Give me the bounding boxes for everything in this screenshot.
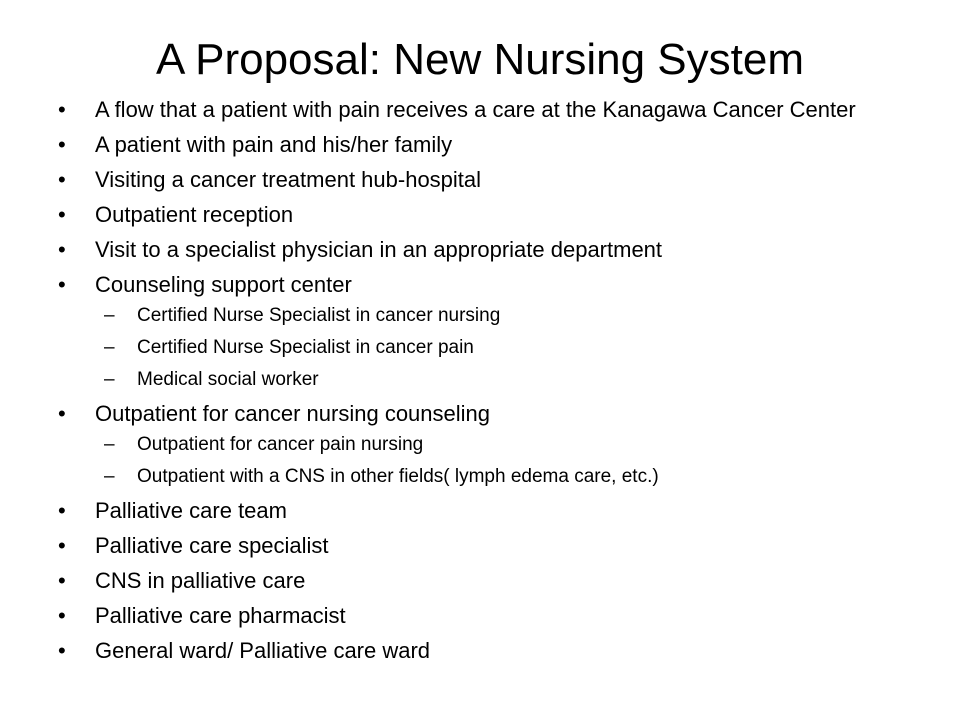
bullet-icon: • [58,401,66,426]
bullet-text: Palliative care specialist [95,533,329,558]
bullet-icon: • [58,568,66,593]
sub-bullet-item [95,336,918,360]
dash-icon: – [104,434,115,455]
bullet-text: CNS in palliative care [95,568,306,593]
sub-bullet-text: Certified Nurse Specialist in cancer pain [137,337,474,358]
bullet-icon: • [58,498,66,523]
bullet-item [58,603,918,629]
bullet-text: General ward/ Palliative care ward [95,638,431,663]
bullet-item [58,568,918,594]
dash-icon: – [104,369,115,390]
bullet-item [58,202,918,228]
bullet-list [58,97,918,673]
bullet-icon: • [58,202,66,227]
bullet-icon: • [58,638,66,663]
sub-bullet-item [95,368,918,392]
bullet-item [58,498,918,524]
slide-title: A Proposal: New Nursing System [155,35,805,84]
bullet-text: Outpatient reception [95,202,294,227]
sub-bullet-text: Certified Nurse Specialist in cancer nursing [137,305,501,326]
bullet-icon: • [58,237,66,262]
dash-icon: – [104,466,115,487]
bullet-text: Counseling support center [95,272,352,297]
bullet-text: Visiting a cancer treatment hub-hospital [95,167,482,192]
bullet-item [58,272,918,392]
bullet-text: Palliative care pharmacist [95,603,346,628]
sub-bullet-list [95,433,918,489]
bullet-icon: • [58,97,66,122]
sub-bullet-item [95,465,918,489]
sub-bullet-text: Outpatient with a CNS in other fields( lymph edema care, etc.) [137,466,659,487]
dash-icon: – [104,305,115,326]
bullet-icon: • [58,603,66,628]
bullet-text: A patient with pain and his/her family [95,132,453,157]
bullet-item [58,167,918,193]
bullet-item [58,401,918,489]
bullet-item [58,132,918,158]
sub-bullet-text: Medical social worker [137,369,319,390]
bullet-item [58,638,918,664]
bullet-icon: • [58,533,66,558]
dash-icon: – [104,337,115,358]
sub-bullet-item [95,433,918,457]
sub-bullet-item [95,304,918,328]
bullet-item [58,533,918,559]
bullet-icon: • [58,167,66,192]
bullet-item [58,97,918,123]
bullet-text: Outpatient for cancer nursing counseling [95,401,491,426]
sub-bullet-list [95,304,918,392]
bullet-text: A flow that a patient with pain receives a care at the Kanagawa Cancer Center [95,97,856,122]
bullet-text: Palliative care team [95,498,287,523]
bullet-icon: • [58,272,66,297]
bullet-text: Visit to a specialist physician in an appropriate department [95,237,663,262]
sub-bullet-text: Outpatient for cancer pain nursing [137,434,424,455]
bullet-icon: • [58,132,66,157]
bullet-item [58,237,918,263]
